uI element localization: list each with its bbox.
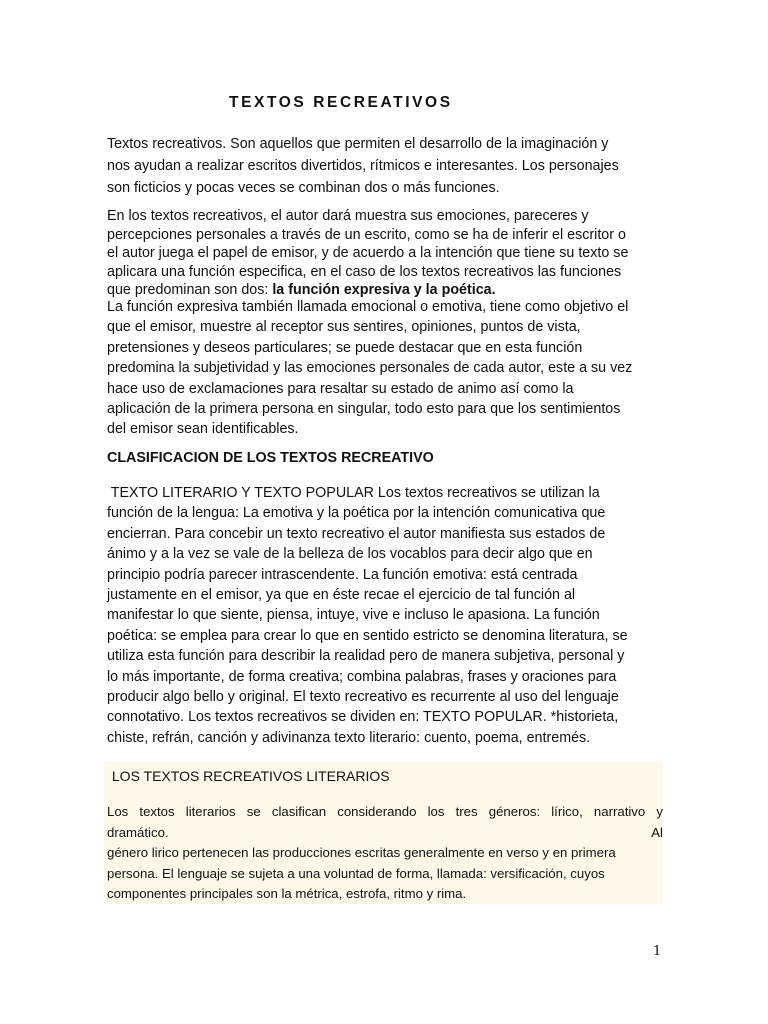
text-line: utiliza esta función para describir la realidad pero de manera subjetiva, personal y <box>107 648 625 665</box>
text-line: lo más importante, de forma creativa; combina palabras, frases y oraciones para <box>107 668 617 685</box>
text-line: producir algo bello y original. El texto recreativo es recurrente al uso del lenguaje <box>107 689 619 706</box>
text-line: pretensiones y deseos particulares; se puede destacar que en esta función <box>107 339 583 356</box>
page-title: TEXTOS RECREATIVOS <box>229 94 453 111</box>
text-line: predomina la subjetividad y las emociones personales de cada autor, este a su vez <box>107 360 633 377</box>
text-line: hace uso de exclamaciones para resaltar su estado de animo así como la <box>107 380 574 397</box>
bold-text: la función expresiva y la poética. <box>272 282 496 298</box>
text-line: Los textos literarios se clasifican considerando los tres géneros: lírico, narrativo y <box>107 804 663 819</box>
text-line: En los textos recreativos, el autor dará muestra sus emociones, pareceres y <box>107 208 589 224</box>
text-line: principio podría parecer intrascendente. La función emotiva: está centrada <box>107 566 578 583</box>
text-line: son ficticios y pocas veces se combinan dos o más funciones. <box>107 180 500 196</box>
text-line: chiste, refrán, canción y adivinanza texto literario: cuento, poema, entremés. <box>107 729 591 746</box>
highlighted-section-text <box>107 802 663 905</box>
text-line: el autor juega el papel de emisor, y de acuerdo a la intención que tiene su texto se <box>107 245 629 261</box>
text-line: manifestar lo que siente, piensa, intuye, vive e incluso le apasiona. La función <box>107 607 600 624</box>
paragraph-author <box>107 207 663 300</box>
text-line: connotativo. Los textos recreativos se dividen en: TEXTO POPULAR. *historieta, <box>107 709 619 726</box>
text-line: función de la lengua: La emotiva y la poética por la intención comunicativa que <box>107 505 606 522</box>
text-line: que el emisor, muestre al receptor sus sentires, opiniones, puntos de vista, <box>107 319 581 336</box>
page-number: 1 <box>653 944 662 959</box>
text-line: TEXTO LITERARIO Y TEXTO POPULAR Los textos recreativos se utilizan la <box>107 485 600 501</box>
highlighted-section <box>104 762 663 904</box>
paragraph-classification <box>107 483 663 748</box>
text-line: encierran. Para concebir un texto recreativo el autor manifiesta sus estados de <box>107 525 606 542</box>
paragraph-intro <box>107 133 663 199</box>
text-line: Textos recreativos. Son aquellos que permiten el desarrollo de la imaginación y <box>107 136 609 152</box>
text-line: persona. El lenguaje se sujeta a una voluntad de forma, llamada: versificación, cuyos <box>107 865 605 881</box>
text-line: nos ayudan a realizar escritos divertidos, rítmicos e interesantes. Los personajes <box>107 158 619 174</box>
text-fragment: que predominan son dos: <box>107 282 273 298</box>
section-heading: CLASIFICACION DE LOS TEXTOS RECREATIVO <box>107 450 434 466</box>
text-line: aplicación de la primera persona en singular, todo esto para que los sentimientos <box>107 401 621 418</box>
text-line: género lirico pertenecen las producciones escritas generalmente en verso y en primera <box>107 845 616 861</box>
text-line: La función expresiva también llamada emocional o emotiva, tiene como objetivo el <box>107 299 629 315</box>
text-line: poética: se emplea para crear lo que en sentido estricto se denomina literatura, se <box>107 627 628 644</box>
highlighted-section-title: LOS TEXTOS RECREATIVOS LITERARIOS <box>108 768 390 784</box>
text-line: dramático. Al <box>107 824 663 840</box>
paragraph-expressive-function <box>107 297 663 440</box>
text-line: aplicara una función especifica, en el caso de los textos recreativos las funciones <box>107 263 622 280</box>
text-line: ánimo y a la vez se vale de la belleza de los vocablos para decir algo que en <box>107 546 593 563</box>
text-line: percepciones personales a través de un escrito, como se ha de inferir el escritor o <box>107 226 626 243</box>
text-line: componentes principales son la métrica, estrofa, ritmo y rima. <box>107 886 467 902</box>
text-line: del emisor sean identificables. <box>107 421 299 438</box>
text-line: justamente en el emisor, ya que en éste recae el ejercicio de tal función al <box>107 587 576 604</box>
